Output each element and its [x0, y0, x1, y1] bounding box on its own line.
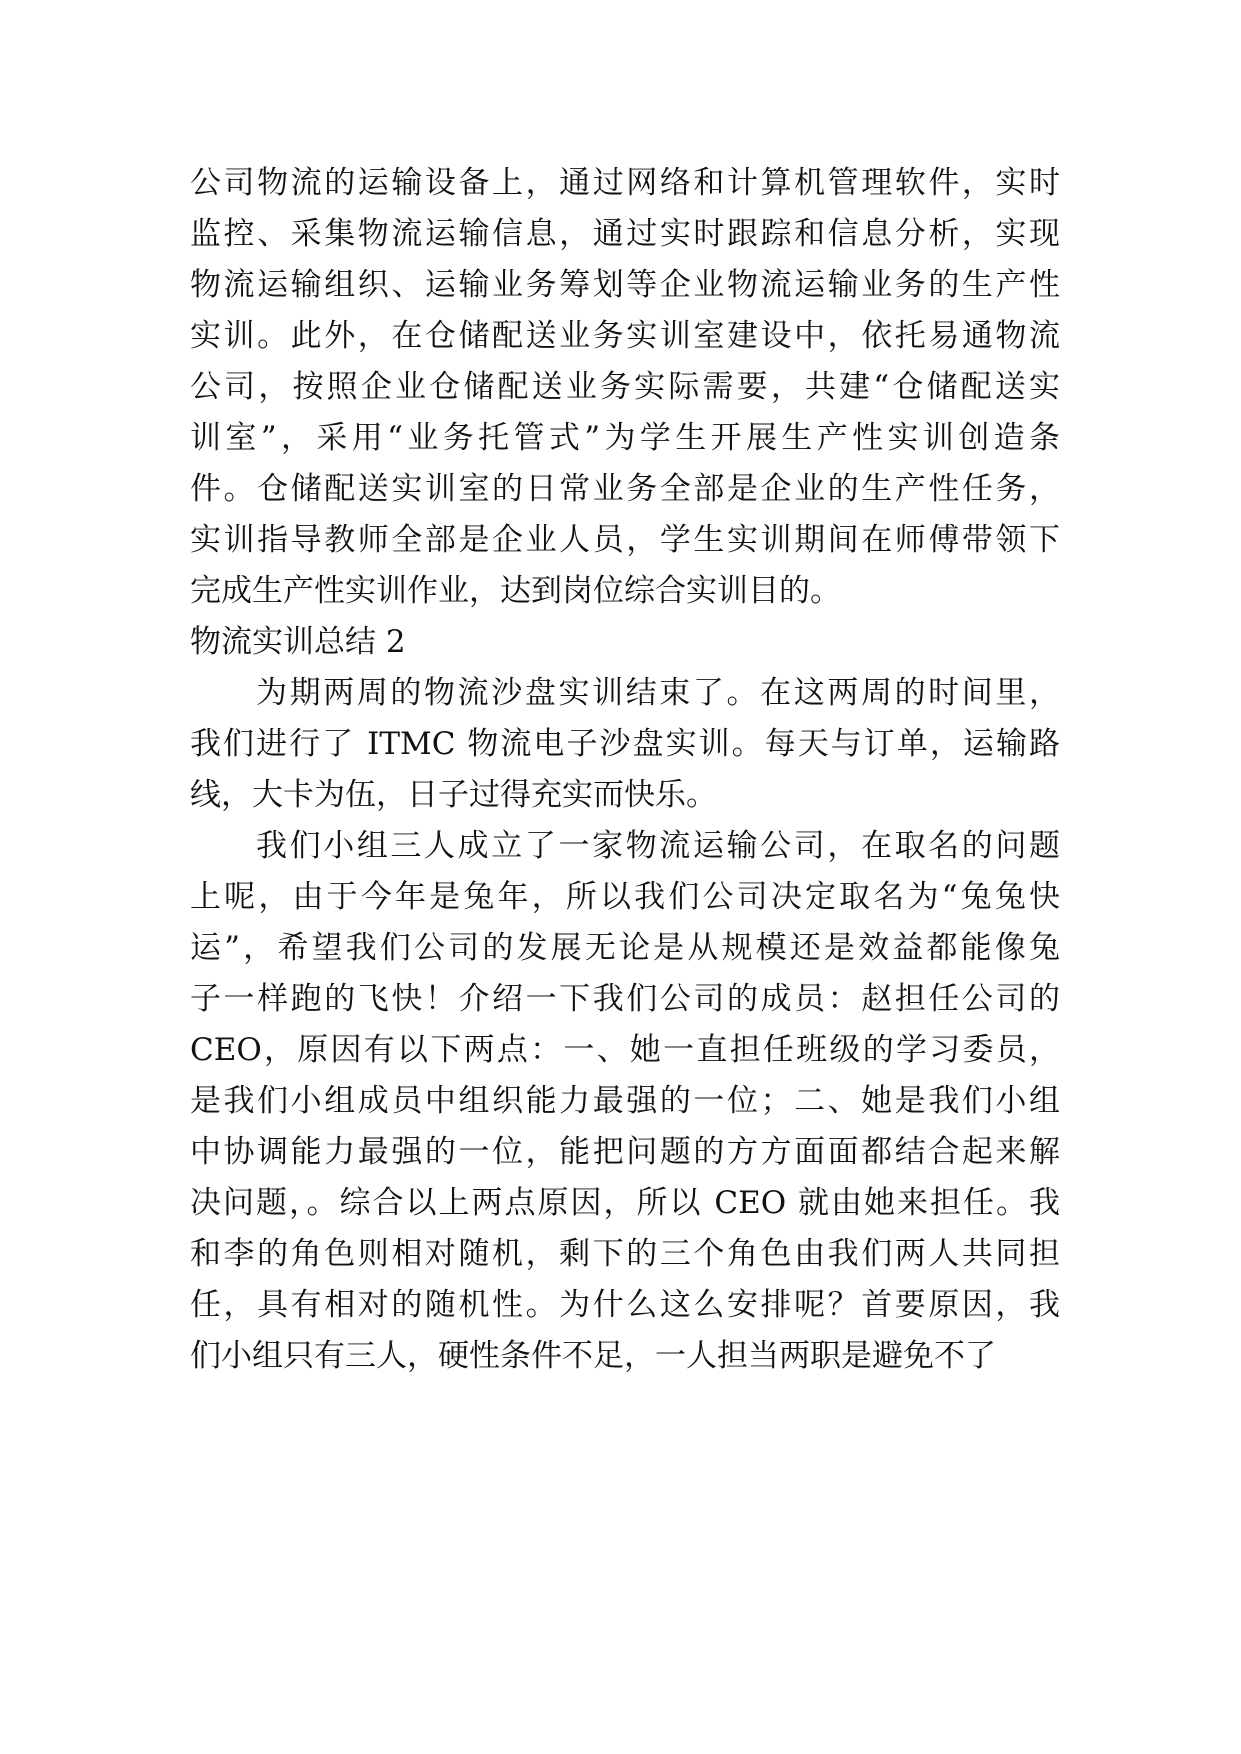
text-line: 公司，按照企业仓储配送业务实际需要，共建“仓储配送实 [190, 369, 1060, 405]
text-line: 件。仓储配送实训室的日常业务全部是企业的生产性任务， [190, 471, 1060, 507]
text-line: 训室”，采用“业务托管式”为学生开展生产性实训创造条 [190, 420, 1060, 456]
text-line: 是我们小组成员中组织能力最强的一位；二、她是我们小组 [190, 1083, 1060, 1119]
section-heading [190, 617, 1060, 668]
text-line: 和李的角色则相对随机，剩下的三个角色由我们两人共同担 [190, 1236, 1060, 1272]
document-body [190, 158, 1060, 1382]
text-line: 们小组只有三人，硬性条件不足，一人担当两职是避免不了 [190, 1338, 996, 1374]
text-line: 公司物流的运输设备上，通过网络和计算机管理软件，实时 [190, 165, 1060, 201]
text-line: 我们进行了 ITMC 物流电子沙盘实训。每天与订单，运输路 [190, 726, 1060, 762]
text-line: 为期两周的物流沙盘实训结束了。在这两周的时间里， [256, 675, 1060, 711]
text-line: 上呢，由于今年是兔年，所以我们公司决定取名为“兔兔快 [190, 879, 1060, 915]
paragraph-2 [190, 668, 1060, 821]
text-line: 中协调能力最强的一位，能把问题的方方面面都结合起来解 [190, 1134, 1060, 1170]
paragraph-3 [190, 821, 1060, 1382]
text-line: 决问题，。综合以上两点原因，所以 CEO 就由她来担任。我 [190, 1185, 1060, 1221]
text-line: CEO，原因有以下两点：一、她一直担任班级的学习委员， [190, 1032, 1060, 1068]
heading-text: 物流实训总结 2 [190, 624, 406, 660]
text-line: 监控、采集物流运输信息，通过实时跟踪和信息分析，实现 [190, 216, 1060, 252]
text-line: 我们小组三人成立了一家物流运输公司，在取名的问题 [256, 828, 1060, 864]
text-line: 实训。此外，在仓储配送业务实训室建设中，依托易通物流 [190, 318, 1060, 354]
text-line: 物流运输组织、运输业务筹划等企业物流运输业务的生产性 [190, 267, 1060, 303]
text-line: 运”，希望我们公司的发展无论是从规模还是效益都能像兔 [190, 930, 1060, 966]
paragraph-1 [190, 158, 1060, 617]
text-line: 实训指导教师全部是企业人员，学生实训期间在师傅带领下 [190, 522, 1060, 558]
text-line: 完成生产性实训作业，达到岗位综合实训目的。 [190, 573, 841, 609]
text-line: 线，大卡为伍，日子过得充实而快乐。 [190, 777, 717, 813]
text-line: 任，具有相对的随机性。为什么这么安排呢？首要原因，我 [190, 1287, 1060, 1323]
text-line: 子一样跑的飞快！介绍一下我们公司的成员：赵担任公司的 [190, 981, 1060, 1017]
